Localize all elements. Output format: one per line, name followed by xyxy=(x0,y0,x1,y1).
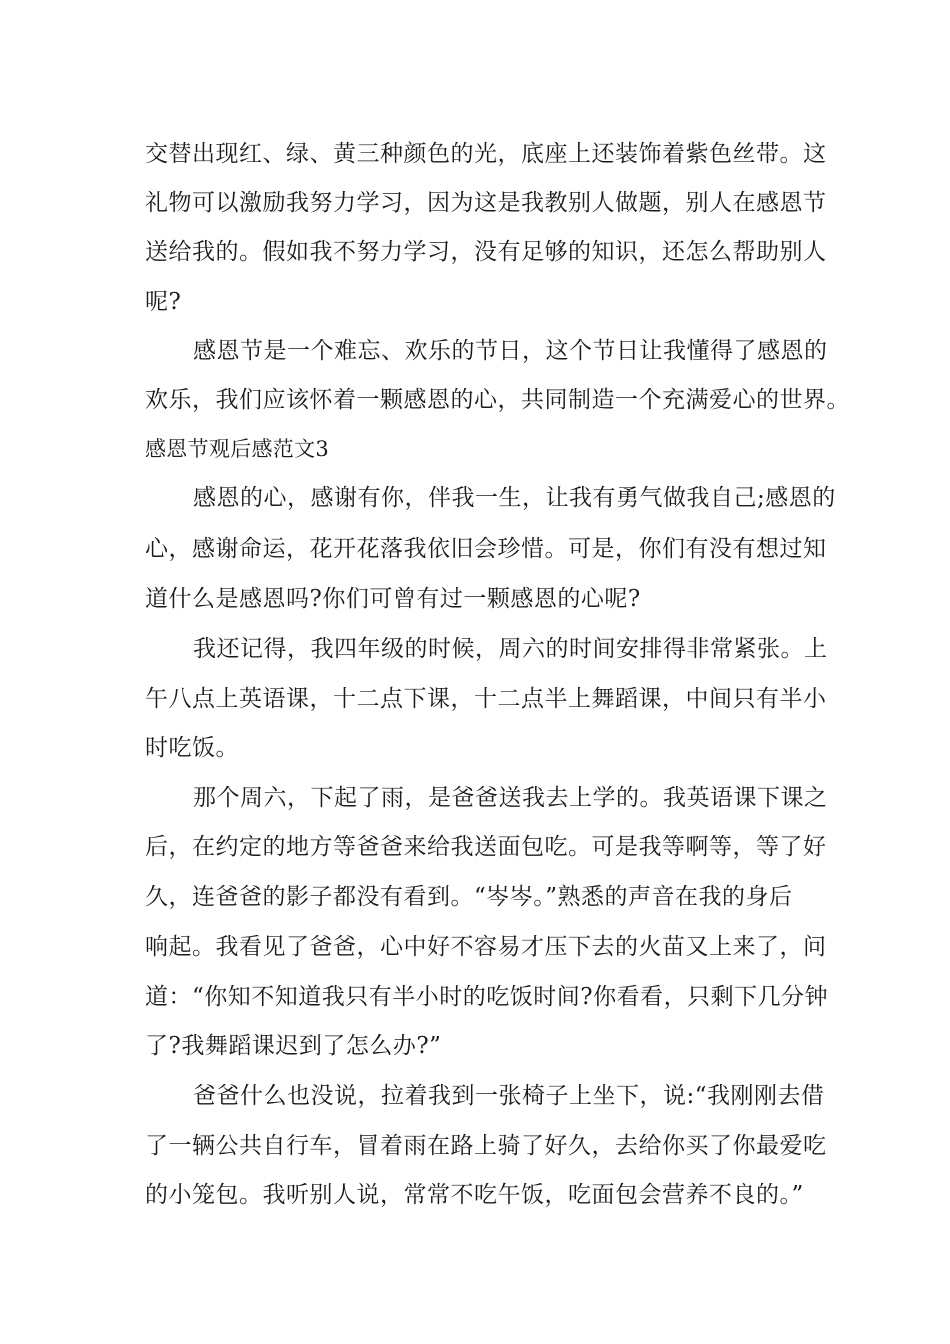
text-line: 道什么是感恩吗?你们可曾有过一颗感恩的心呢? xyxy=(145,586,641,612)
text-line: 欢乐，我们应该怀着一颗感恩的心，共同制造一个充满爱心的世界。 xyxy=(145,387,850,413)
text-line: 响起。我看见了爸爸，心中好不容易才压下去的火苗又上来了，问 xyxy=(145,934,827,960)
text-line: 午八点上英语课，十二点下课，十二点半上舞蹈课，中间只有半小 xyxy=(145,686,827,712)
text-line: 了?我舞蹈课迟到了怎么办?” xyxy=(145,1033,442,1059)
text-line: 后，在约定的地方等爸爸来给我送面包吃。可是我等啊等，等了好 xyxy=(145,834,827,860)
text-line: 久，连爸爸的影子都没有看到。“岑岑。”熟悉的声音在我的身后 xyxy=(145,884,793,910)
text-line: 交替出现红、绿、黄三种颜色的光，底座上还装饰着紫色丝带。这 xyxy=(145,141,827,167)
text-line: 道：“你知不知道我只有半小时的吃饭时间?你看看，只剩下几分钟 xyxy=(145,984,829,1010)
text-line: 了一辆公共自行车，冒着雨在路上骑了好久，去给你买了你最爱吃 xyxy=(145,1133,827,1159)
text-line: 送给我的。假如我不努力学习，没有足够的知识，还怎么帮助别人 xyxy=(145,239,827,265)
text-line: 礼物可以激励我努力学习，因为这是我教别人做题，别人在感恩节 xyxy=(145,190,827,216)
text-line: 我还记得，我四年级的时候，周六的时间安排得非常紧张。上 xyxy=(193,636,828,662)
text-line: 那个周六，下起了雨，是爸爸送我去上学的。我英语课下课之 xyxy=(193,785,828,811)
text-line: 呢? xyxy=(145,289,182,315)
text-line: 爸爸什么也没说，拉着我到一张椅子上坐下，说:“我刚刚去借 xyxy=(193,1083,825,1109)
text-line: 的小笼包。我听别人说，常常不吃午饭，吃面包会营养不良的。” xyxy=(145,1182,804,1208)
text-line: 感恩的心，感谢有你，伴我一生，让我有勇气做我自己;感恩的 xyxy=(193,485,836,511)
text-line: 感恩节是一个难忘、欢乐的节日，这个节日让我懂得了感恩的 xyxy=(193,338,828,364)
text-line: 时吃饭。 xyxy=(145,735,239,761)
text-line: 心，感谢命运，花开花落我依旧会珍惜。可是，你们有没有想过知 xyxy=(145,536,827,562)
section-heading: 感恩节观后感范文3 xyxy=(145,437,330,461)
